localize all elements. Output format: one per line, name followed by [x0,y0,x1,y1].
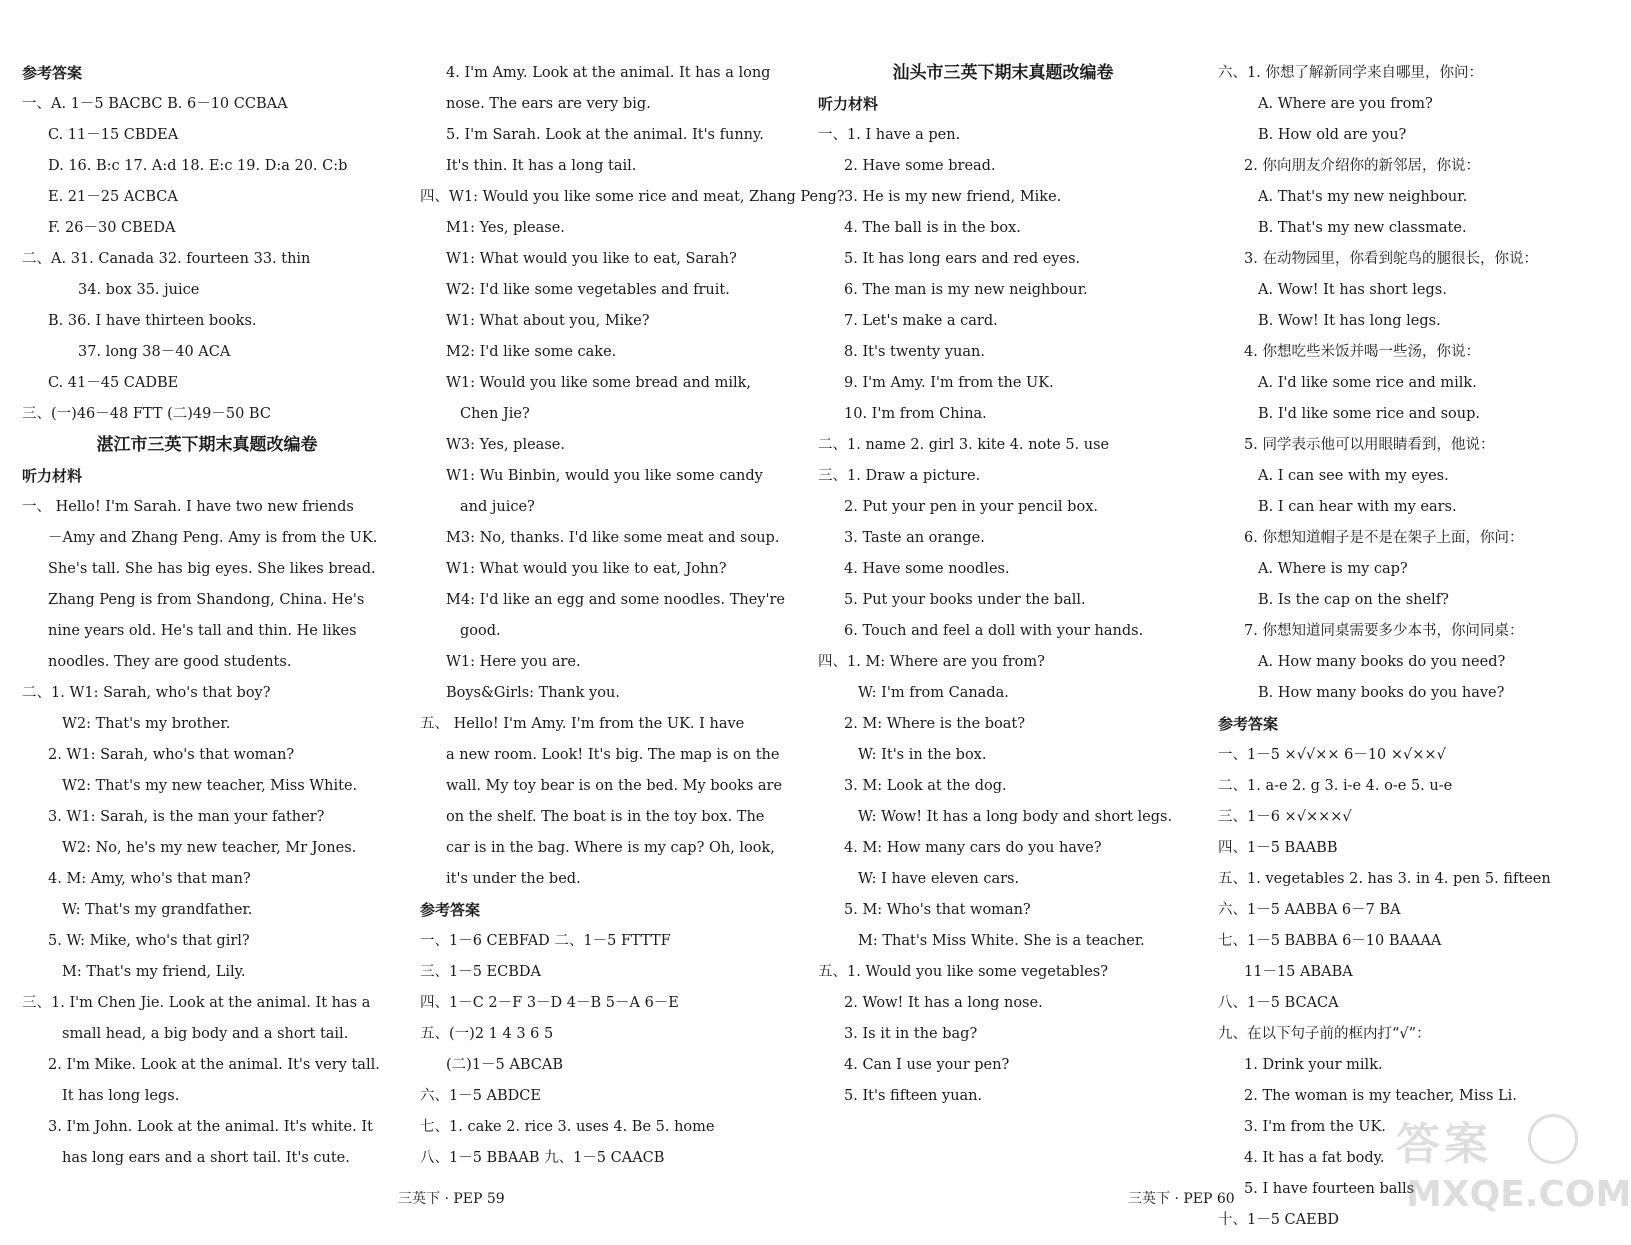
text-line: 2. I'm Mike. Look at the animal. It's very tall. [48,1057,380,1073]
text-line: W: It's in the box. [858,747,987,763]
text-line: 6. The man is my new neighbour. [844,282,1088,298]
text-line: M: That's my friend, Lily. [62,964,246,980]
section-title: 湛江市三英下期末真题改编卷 [96,435,318,455]
text-line: 3. Taste an orange. [844,530,985,546]
column-4 [1218,58,1578,1236]
text-line: 4. M: Amy, who's that man? [48,871,251,887]
text-line: 6. 你想知道帽子是不是在架子上面，你问： [1244,530,1524,546]
text-line: E. 21－25 ACBCA [48,189,178,205]
text-line: 5. 同学表示他可以用眼睛看到，他说： [1244,437,1495,453]
text-line: 一、1－6 CEBFAD 二、1－5 FTTTF [420,933,671,949]
text-line: W2: That's my new teacher, Miss White. [62,778,358,794]
text-line: 3. M: Look at the dog. [844,778,1007,794]
text-line: 3. I'm from the UK. [1244,1119,1386,1135]
watermark-logo [1396,1108,1631,1228]
text-line: 三、1. I'm Chen Jie. Look at the animal. It has a [22,995,371,1011]
text-line: 6. Touch and feel a doll with your hands. [844,623,1144,639]
text-line: B. 36. I have thirteen books. [48,313,257,329]
text-line: 5. I'm Sarah. Look at the animal. It's funny. [446,127,764,143]
section-heading: 听力材料 [818,95,879,113]
text-line: 九、在以下句子前的框内打“√”： [1218,1026,1431,1042]
text-line: B. Wow! It has long legs. [1258,313,1441,329]
text-line: A. Wow! It has short legs. [1258,282,1447,298]
text-line: W1: Here you are. [446,654,581,670]
text-line: 七、1－5 BABBA 6－10 BAAAA [1218,933,1442,949]
text-line: M3: No, thanks. I'd like some meat and soup. [446,530,780,546]
text-line: nine years old. He's tall and thin. He likes [48,623,357,639]
text-line: 4. Can I use your pen? [844,1057,1010,1073]
text-line: 1. Drink your milk. [1244,1057,1383,1073]
text-line: 2. M: Where is the boat? [844,716,1026,732]
column-3 [818,58,1188,1112]
text-line: 2. The woman is my teacher, Miss Li. [1244,1088,1517,1104]
text-line: A. Where is my cap? [1258,561,1408,577]
text-line: W1: What would you like to eat, John? [446,561,727,577]
text-line: 3. Is it in the bag? [844,1026,978,1042]
text-line: 5. I have fourteen balls [1244,1181,1415,1197]
text-line: 三、1－5 ECBDA [420,964,541,980]
text-line: it's under the bed. [446,871,581,887]
text-line: B. I'd like some rice and soup. [1258,406,1480,422]
text-line: 5. It's fifteen yuan. [844,1088,983,1104]
watermark-text: 答案 [1396,1119,1492,1170]
watermark-circle-icon [1528,1114,1578,1164]
text-line: 4. It has a fat body. [1244,1150,1385,1166]
text-line: A. That's my new neighbour. [1258,189,1468,205]
column-1 [22,58,392,1174]
text-line: W2: No, he's my new teacher, Mr Jones. [62,840,357,856]
text-line: 八、1－5 BBAAB 九、1－5 CAACB [420,1150,665,1166]
text-line: B. I can hear with my ears. [1258,499,1457,515]
text-line: 2. 你向朋友介绍你的新邻居，你说： [1244,158,1480,174]
text-line: 二、1. name 2. girl 3. kite 4. note 5. use [818,437,1110,453]
text-line: 三、(一)46－48 FTT (二)49－50 BC [22,406,271,422]
text-line: 2. Wow! It has a long nose. [844,995,1043,1011]
text-line: W: I have eleven cars. [858,871,1020,887]
text-line: 5. It has long ears and red eyes. [844,251,1081,267]
text-line: A. Where are you from? [1258,96,1433,112]
text-line: M: That's Miss White. She is a teacher. [858,933,1145,949]
text-line: 四、W1: Would you like some rice and meat, Zhang Peng? [420,189,845,205]
text-line: small head, a big body and a short tail. [62,1026,349,1042]
text-line: 5. M: Who's that woman? [844,902,1031,918]
text-line: 11－15 ABABA [1244,964,1353,980]
text-line: F. 26－30 CBEDA [48,220,176,236]
section-heading: 参考答案 [1218,715,1279,733]
text-line: 4. 你想吃些米饭并喝一些汤，你说： [1244,344,1480,360]
page-footer-left: 三英下 · PEP 59 [398,1191,505,1207]
text-line: 5. W: Mike, who's that girl? [48,933,250,949]
text-line: 三、1. Draw a picture. [818,468,981,484]
text-line: 一、A. 1－5 BACBC B. 6－10 CCBAA [22,96,288,112]
text-line: 三、1－6 ×√×××√ [1218,809,1352,825]
section-title: 汕头市三英下期末真题改编卷 [892,63,1114,83]
section-heading: 听力材料 [22,467,83,485]
text-line: 2. Put your pen in your pencil box. [844,499,1098,515]
text-line: 4. M: How many cars do you have? [844,840,1102,856]
text-line: Chen Jie? [460,406,530,422]
text-line: 五、1. Would you like some vegetables? [818,964,1109,980]
text-line: M2: I'd like some cake. [446,344,617,360]
text-line: A. I'd like some rice and milk. [1258,375,1477,391]
text-line: 五、1. vegetables 2. has 3. in 4. pen 5. fifteen [1218,871,1551,887]
text-line: 四、1－C 2－F 3－D 4－B 5－A 6－E [420,995,679,1011]
text-line: D. 16. B:c 17. A:d 18. E:c 19. D:a 20. C:b [48,158,348,174]
section-heading: 参考答案 [22,64,83,82]
text-line: W1: What about you, Mike? [446,313,650,329]
text-line: 五、 Hello! I'm Amy. I'm from the UK. I have [420,716,745,732]
text-line: 二、1. a-e 2. g 3. i-e 4. o-e 5. u-e [1218,778,1453,794]
text-line: 4. The ball is in the box. [844,220,1021,236]
text-line: －Amy and Zhang Peng. Amy is from the UK. [48,530,378,546]
text-line: 4. I'm Amy. Look at the animal. It has a long [446,65,771,81]
text-line: B. How many books do you have? [1258,685,1505,701]
text-line: C. 11－15 CBDEA [48,127,179,143]
page-footer-right: 三英下 · PEP 60 [1128,1191,1235,1207]
text-line: (二)1－5 ABCAB [446,1057,563,1073]
text-line: 一、1－5 ×√√×× 6－10 ×√××√ [1218,747,1446,763]
text-line: car is in the bag. Where is my cap? Oh, look, [446,840,775,856]
text-line: W: Wow! It has a long body and short legs. [858,809,1173,825]
text-line: 9. I'm Amy. I'm from the UK. [844,375,1054,391]
text-line: 四、1. M: Where are you from? [818,654,1045,670]
text-line: 二、1. W1: Sarah, who's that boy? [22,685,271,701]
text-line: 4. Have some noodles. [844,561,1010,577]
text-line: C. 41－45 CADBE [48,375,179,391]
text-line: W2: I'd like some vegetables and fruit. [446,282,730,298]
text-line: Zhang Peng is from Shandong, China. He's [48,592,365,608]
text-line: She's tall. She has big eyes. She likes bread. [48,561,376,577]
watermark-url: MXQE.COM [1406,1174,1631,1215]
text-line: A. How many books do you need? [1258,654,1506,670]
text-line: 10. I'm from China. [844,406,987,422]
text-line: W: I'm from Canada. [858,685,1009,701]
text-line: 六、1. 你想了解新同学来自哪里，你问： [1218,65,1483,81]
text-line: 34. box 35. juice [78,282,200,298]
text-line: 37. long 38－40 ACA [78,344,231,360]
text-line: 5. Put your books under the ball. [844,592,1086,608]
text-line: M1: Yes, please. [446,220,565,236]
text-line: 8. It's twenty yuan. [844,344,985,360]
text-line: 四、1－5 BAABB [1218,840,1338,856]
text-line: 七、1. cake 2. rice 3. uses 4. Be 5. home [420,1119,715,1135]
column-2 [420,58,845,1174]
text-line: and juice? [460,499,535,515]
text-line: W3: Yes, please. [446,437,565,453]
text-line: 六、1－5 AABBA 6－7 BA [1218,902,1401,918]
text-line: Boys&Girls: Thank you. [446,685,620,701]
text-line: 7. 你想知道同桌需要多少本书，你问同桌： [1244,623,1524,639]
text-line: B. How old are you? [1258,127,1407,143]
section-heading: 参考答案 [420,901,481,919]
text-line: A. I can see with my eyes. [1258,468,1449,484]
text-line: W: That's my grandfather. [62,902,253,918]
text-line: noodles. They are good students. [48,654,292,670]
text-line: 3. I'm John. Look at the animal. It's white. It [48,1119,373,1135]
text-line: M4: I'd like an egg and some noodles. They're [446,592,785,608]
text-line: wall. My toy bear is on the bed. My books are [446,778,783,794]
text-line: 十、1－5 CAEBD [1218,1212,1339,1228]
text-line: B. That's my new classmate. [1258,220,1467,236]
text-line: W1: Would you like some bread and milk, [446,375,751,391]
text-line: 2. Have some bread. [844,158,996,174]
text-line: 五、(一)2 1 4 3 6 5 [420,1026,554,1042]
text-line: 7. Let's make a card. [844,313,998,329]
text-line: It has long legs. [62,1088,180,1104]
text-line: 八、1－5 BCACA [1218,995,1339,1011]
text-line: It's thin. It has a long tail. [446,158,637,174]
text-line: 一、 Hello! I'm Sarah. I have two new friends [22,499,354,515]
text-line: 2. W1: Sarah, who's that woman? [48,747,295,763]
text-line: good. [460,623,501,639]
text-line: 一、1. I have a pen. [818,127,961,143]
text-line: B. Is the cap on the shelf? [1258,592,1449,608]
text-line: on the shelf. The boat is in the toy box. The [446,809,765,825]
text-line: W1: What would you like to eat, Sarah? [446,251,737,267]
text-line: W2: That's my brother. [62,716,231,732]
text-line: 3. He is my new friend, Mike. [844,189,1062,205]
text-line: a new room. Look! It's big. The map is on the [446,747,780,763]
text-line: 六、1－5 ABDCE [420,1088,541,1104]
text-line: has long ears and a short tail. It's cute. [62,1150,350,1166]
text-line: nose. The ears are very big. [446,96,651,112]
text-line: 二、A. 31. Canada 32. fourteen 33. thin [22,251,311,267]
text-line: 3. W1: Sarah, is the man your father? [48,809,325,825]
text-line: 3. 在动物园里，你看到鸵鸟的腿很长，你说： [1244,251,1538,267]
text-line: W1: Wu Binbin, would you like some candy [446,468,763,484]
